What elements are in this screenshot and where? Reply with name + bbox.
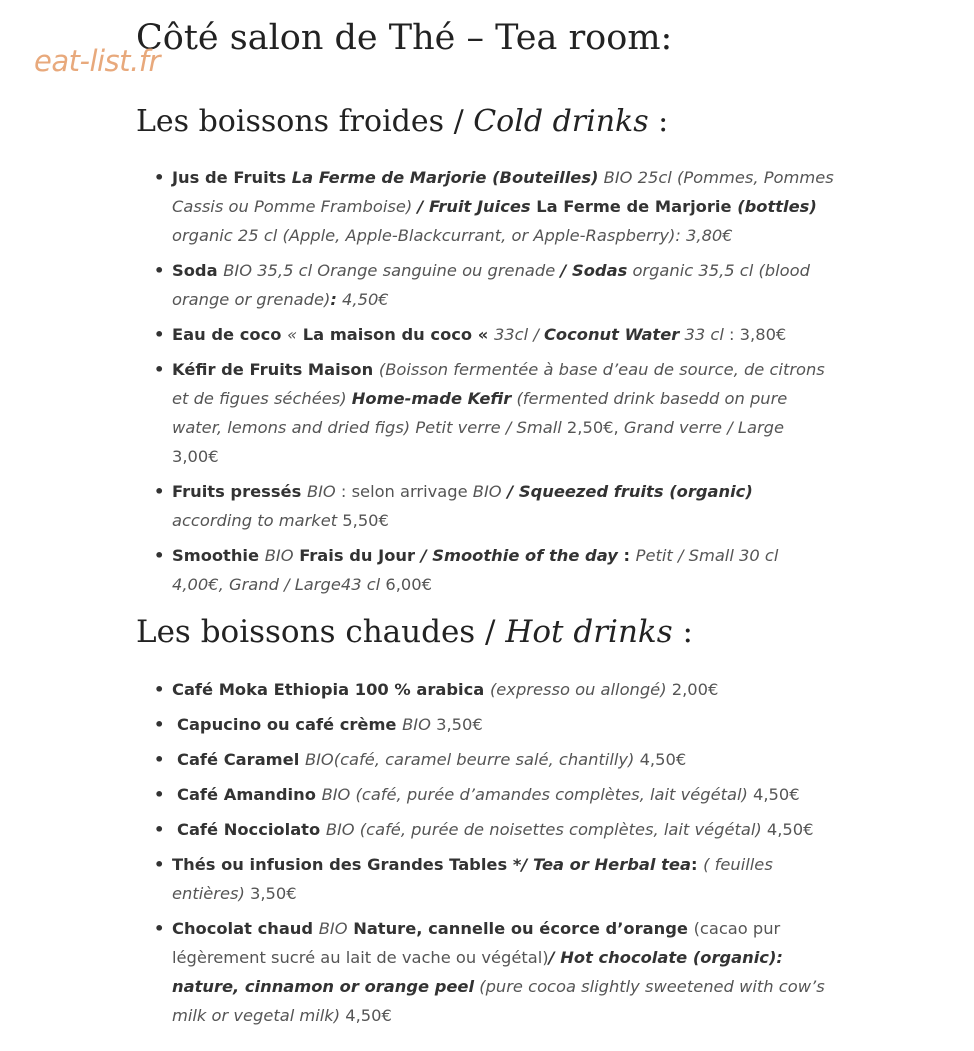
menu-item <box>154 675 834 704</box>
menu-item-text: BIO <box>318 919 348 938</box>
menu-item-text: : 3,80€ <box>723 325 787 344</box>
menu-item-text: (cacao pur légèrement sucré au lait de vache ou végétal) <box>172 919 781 967</box>
menu-item-text: / Hot chocolate (organic): nature, cinnamon or orange peel <box>172 948 783 996</box>
menu-item-text <box>737 197 817 216</box>
menu-item-text: BIO (café, purée de noisettes complètes, lait végétal) <box>325 820 762 839</box>
hot-drinks-heading-en: Hot drinks <box>505 614 673 650</box>
menu-item-text: (bottles) <box>737 197 817 216</box>
menu-item-text: Petit / Small 30 cl 4,00€, Grand / Large43 cl <box>172 546 779 594</box>
menu-item-text: Coconut Water <box>543 325 680 344</box>
menu-item-text: BIO (café, purée d’amandes complètes, lait végétal) <box>321 785 748 804</box>
menu-item-text: BIO <box>402 715 431 734</box>
cold-drinks-heading-fr: Les boissons froides / <box>136 104 474 139</box>
menu-item <box>154 914 834 1030</box>
menu-item-text: Capucino ou café crème <box>177 715 403 734</box>
menu-item <box>154 850 834 908</box>
menu-item-text: BIO <box>472 482 502 501</box>
menu-item-text <box>544 325 679 344</box>
menu-item-text: organic 35,5 cl (blood orange or grenade) <box>172 261 810 309</box>
menu-item-text <box>421 546 618 565</box>
menu-item <box>154 320 834 349</box>
menu-item-text <box>502 482 753 501</box>
menu-item-text: BIO <box>306 482 336 501</box>
menu-item-text: : selon arrivage <box>335 482 473 501</box>
menu-item-text <box>292 168 599 187</box>
menu-item <box>154 710 834 739</box>
hot-drinks-heading <box>136 614 693 650</box>
menu-item-text: BIO 35,5 cl Orange sanguine ou grenade <box>223 261 561 280</box>
menu-item-text: organic 25 cl (Apple, Apple-Blackcurrant, or Apple-Raspberry): 3,80€ <box>172 226 733 245</box>
menu-item-text: Café Amandino <box>177 785 322 804</box>
menu-item-text: « <box>287 325 298 344</box>
menu-item-text: La Ferme de Marjorie (Bouteilles) <box>291 168 599 187</box>
menu-item-text: / Sodas <box>560 261 628 280</box>
menu-item-text: 33 cl <box>679 325 724 344</box>
menu-item-text: Home-made Kefir <box>351 389 512 408</box>
menu-item-text: (fermented drink basedd on pure water, lemons and dried figs) Petit verre / Small <box>172 389 788 437</box>
menu-item-text: ( feuilles entières) <box>172 855 773 903</box>
menu-item <box>154 163 834 250</box>
menu-item-text: Thés ou infusion des Grandes Tables * <box>172 855 522 874</box>
menu-item-text: Café Moka Ethiopia 100 % arabica <box>172 680 490 699</box>
menu-item-text: Frais du Jour <box>293 546 421 565</box>
menu-item-text <box>352 389 512 408</box>
page-title: Côté salon de Thé – Tea room: <box>136 18 673 58</box>
menu-item-text: / Smoothie of the day <box>420 546 618 565</box>
menu-item-text: / Fruit Juices <box>417 197 537 216</box>
menu-item-text: Soda <box>172 261 224 280</box>
menu-item-text: 3,50€ <box>244 884 297 903</box>
menu-item-text: 2,50€, <box>566 418 624 437</box>
menu-item-text: BIO <box>264 546 294 565</box>
menu-item-text: Kéfir de Fruits Maison <box>172 360 379 379</box>
menu-item-text: 4,50€ <box>340 1006 392 1025</box>
menu-item-text: Jus de Fruits <box>172 168 292 187</box>
cold-drinks-heading <box>136 104 668 139</box>
menu-item-text: (Boisson fermentée à base d’eau de source, de citrons et de figues séchées) <box>172 360 825 408</box>
menu-item <box>154 477 834 535</box>
cold-drinks-heading-en: Cold drinks <box>473 104 649 139</box>
menu-item-text: (expresso ou allongé) <box>489 680 667 699</box>
menu-item-text: 6,00€ <box>385 575 432 594</box>
menu-item-text: (pure cocoa slightly sweetened with cow’s milk or vegetal milk) <box>172 977 825 1025</box>
menu-item-text: 3,50€ <box>430 715 483 734</box>
menu-item-text: Chocolat chaud <box>172 919 319 938</box>
watermark-logo: eat-list.fr <box>34 44 160 78</box>
menu-item-text: 5,50€ <box>342 511 389 530</box>
menu-item-text: Eau de coco <box>172 325 288 344</box>
menu-item <box>154 815 834 844</box>
hot-drinks-heading-end: : <box>672 614 693 650</box>
menu-item-text: La maison du coco « <box>297 325 494 344</box>
menu-item-text: : <box>617 546 636 565</box>
menu-item-text: 3,00€ <box>172 447 219 466</box>
menu-item-text: BIO 25cl <box>598 168 677 187</box>
cold-drinks-heading-end: : <box>648 104 669 139</box>
menu-item <box>154 780 834 809</box>
menu-item-text: / Squeezed fruits (organic) <box>501 482 753 501</box>
menu-item-text: according to market <box>172 511 343 530</box>
cold-drinks-list <box>154 163 834 605</box>
menu-item-text <box>521 855 691 874</box>
menu-item <box>154 256 834 314</box>
menu-item-text <box>560 261 627 280</box>
menu-item-text: : <box>330 290 337 309</box>
hot-drinks-heading-fr: Les boissons chaudes / <box>136 614 506 650</box>
menu-item-text: Café Caramel <box>177 750 305 769</box>
menu-item <box>154 541 834 599</box>
menu-item-text: / Tea or Herbal tea <box>521 855 691 874</box>
menu-item-text: 4,50€ <box>336 290 389 309</box>
menu-item-text <box>417 197 536 216</box>
menu-item-text: 2,00€ <box>666 680 719 699</box>
menu-item-text: 4,50€ <box>747 785 800 804</box>
menu-item-text: Café Nocciolato <box>177 820 326 839</box>
menu-item-text: La Ferme de Marjorie <box>536 197 738 216</box>
menu-item <box>154 355 834 471</box>
menu-item-text: 4,50€ <box>761 820 814 839</box>
hot-drinks-list <box>154 675 834 1036</box>
menu-item-text: Nature, cannelle ou écorce d’orange <box>347 919 694 938</box>
menu-item-text: BIO(café, caramel beurre salé, chantilly) <box>304 750 635 769</box>
menu-item-text: 33cl / <box>493 325 544 344</box>
menu-item-text: 4,50€ <box>634 750 687 769</box>
menu-item-text: Fruits pressés <box>172 482 307 501</box>
menu-item <box>154 745 834 774</box>
menu-item-text: : <box>690 855 704 874</box>
menu-item-text: (Pommes, Pommes Cassis ou Pomme Framboise) <box>172 168 834 216</box>
menu-item-text: Grand verre / Large <box>623 418 784 437</box>
menu-item-text: Smoothie <box>172 546 265 565</box>
